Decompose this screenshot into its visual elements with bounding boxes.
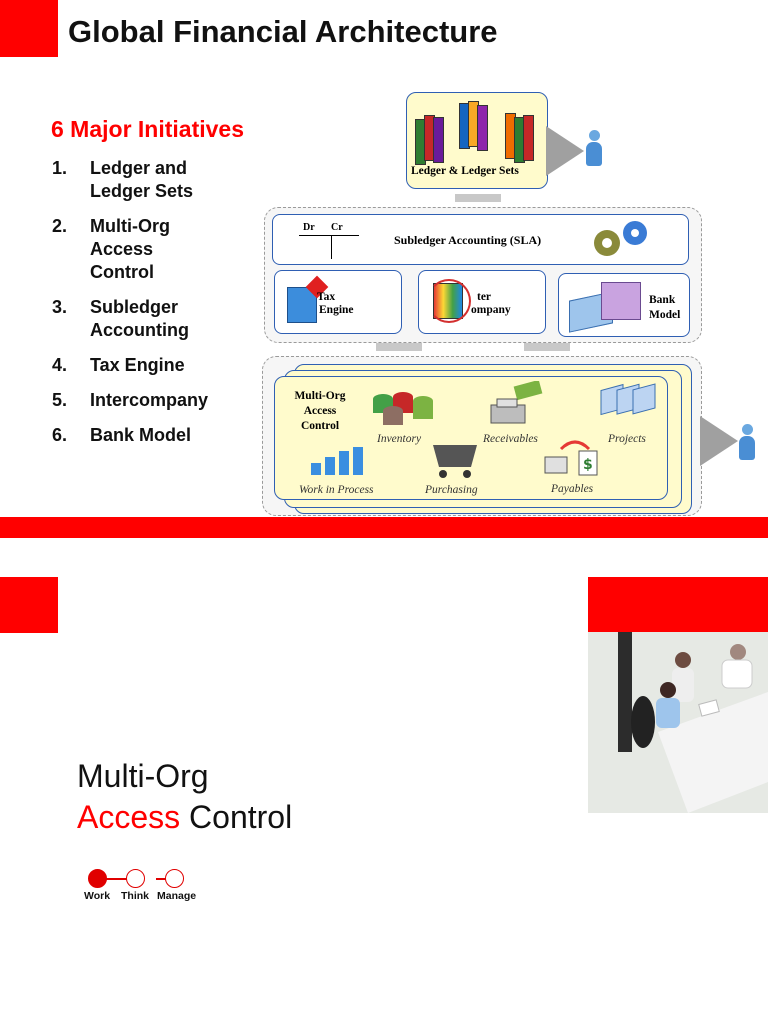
arrow-to-user-icon: [700, 416, 738, 466]
tax-engine-panel: [274, 270, 402, 334]
payables-icon: [541, 435, 605, 479]
t-account-line: [299, 235, 359, 236]
purchasing-cart-icon: [429, 441, 481, 481]
list-item: 2. Multi-Org Access Control: [52, 216, 170, 282]
t-account-line: [331, 235, 332, 259]
gears-icon: [583, 217, 663, 261]
step-label-think: Think: [121, 890, 149, 902]
initiatives-list: [52, 157, 220, 459]
module-label: Payables: [551, 483, 594, 495]
double-arrow-icon: [455, 194, 501, 202]
tax-label-1: Tax: [317, 291, 336, 303]
double-arrow-icon: [524, 343, 570, 351]
receivables-icon: [485, 381, 545, 429]
list-item: 5. Intercompany: [52, 390, 209, 410]
list-item: 6. Bank Model: [52, 425, 192, 445]
projects-icon: [599, 383, 663, 423]
initiatives-heading: 6 Major Initiatives: [51, 116, 245, 142]
module-label: Projects: [608, 433, 646, 445]
sla-label: Subledger Accounting (SLA): [394, 233, 542, 247]
list-item: 4. Tax Engine: [52, 355, 185, 375]
module-label: Purchasing: [425, 484, 478, 496]
list-item: 1. Ledger and Ledger Sets: [52, 158, 194, 201]
sla-panel: [272, 214, 689, 265]
arrow-to-user-icon: [546, 126, 584, 176]
ledger-label: Ledger & Ledger Sets: [411, 165, 519, 177]
meeting-scene-image: [588, 632, 768, 813]
step-label-manage: Manage: [157, 890, 197, 902]
slide-title: Global Financial Architecture: [68, 14, 498, 49]
moac-label: Multi-Org Access Control: [294, 390, 346, 432]
cycle-arrow-icon: [427, 279, 471, 323]
work-in-process-icon: [309, 443, 371, 479]
step-dot: [165, 869, 184, 888]
ic-label-1: ter: [477, 291, 492, 303]
module-label: Inventory: [377, 433, 422, 445]
bank-label-1: Bank: [649, 294, 676, 306]
bank-model-panel: [558, 273, 690, 337]
step-dot: [126, 869, 145, 888]
cr-label: Cr: [331, 222, 343, 233]
slide-divider: [0, 517, 768, 538]
ic-label-2: ompany: [471, 304, 511, 316]
ledger-panel: [406, 92, 548, 189]
red-header-block: [588, 577, 768, 632]
user-icon: [586, 130, 602, 166]
title-rest: Control: [189, 799, 293, 835]
intercompany-panel: [418, 270, 546, 334]
module-label: Receivables: [483, 433, 538, 445]
bank-label-2: Model: [649, 309, 681, 321]
red-corner-block: [0, 0, 58, 57]
step-label-work: Work: [84, 890, 111, 902]
section-title-line2: [77, 799, 292, 836]
module-label: Work in Process: [299, 484, 374, 496]
title-accent-word: Access: [77, 799, 181, 835]
dr-label: Dr: [303, 222, 315, 233]
bank-building-icon: [601, 282, 641, 320]
red-corner-block: [0, 577, 58, 633]
double-arrow-icon: [376, 343, 422, 351]
meeting-photo: [588, 632, 768, 813]
section-title-line1: Multi-Org: [77, 758, 209, 794]
svg-text:$: $: [583, 457, 593, 473]
list-item: 3. Subledger Accounting: [52, 297, 189, 340]
work-think-manage-indicator: [86, 867, 196, 889]
inventory-icon: [369, 385, 437, 429]
user-icon: [739, 424, 755, 460]
step-dot-active: [88, 869, 107, 888]
tax-label-2: Engine: [319, 304, 354, 316]
moac-panel: [274, 376, 668, 500]
